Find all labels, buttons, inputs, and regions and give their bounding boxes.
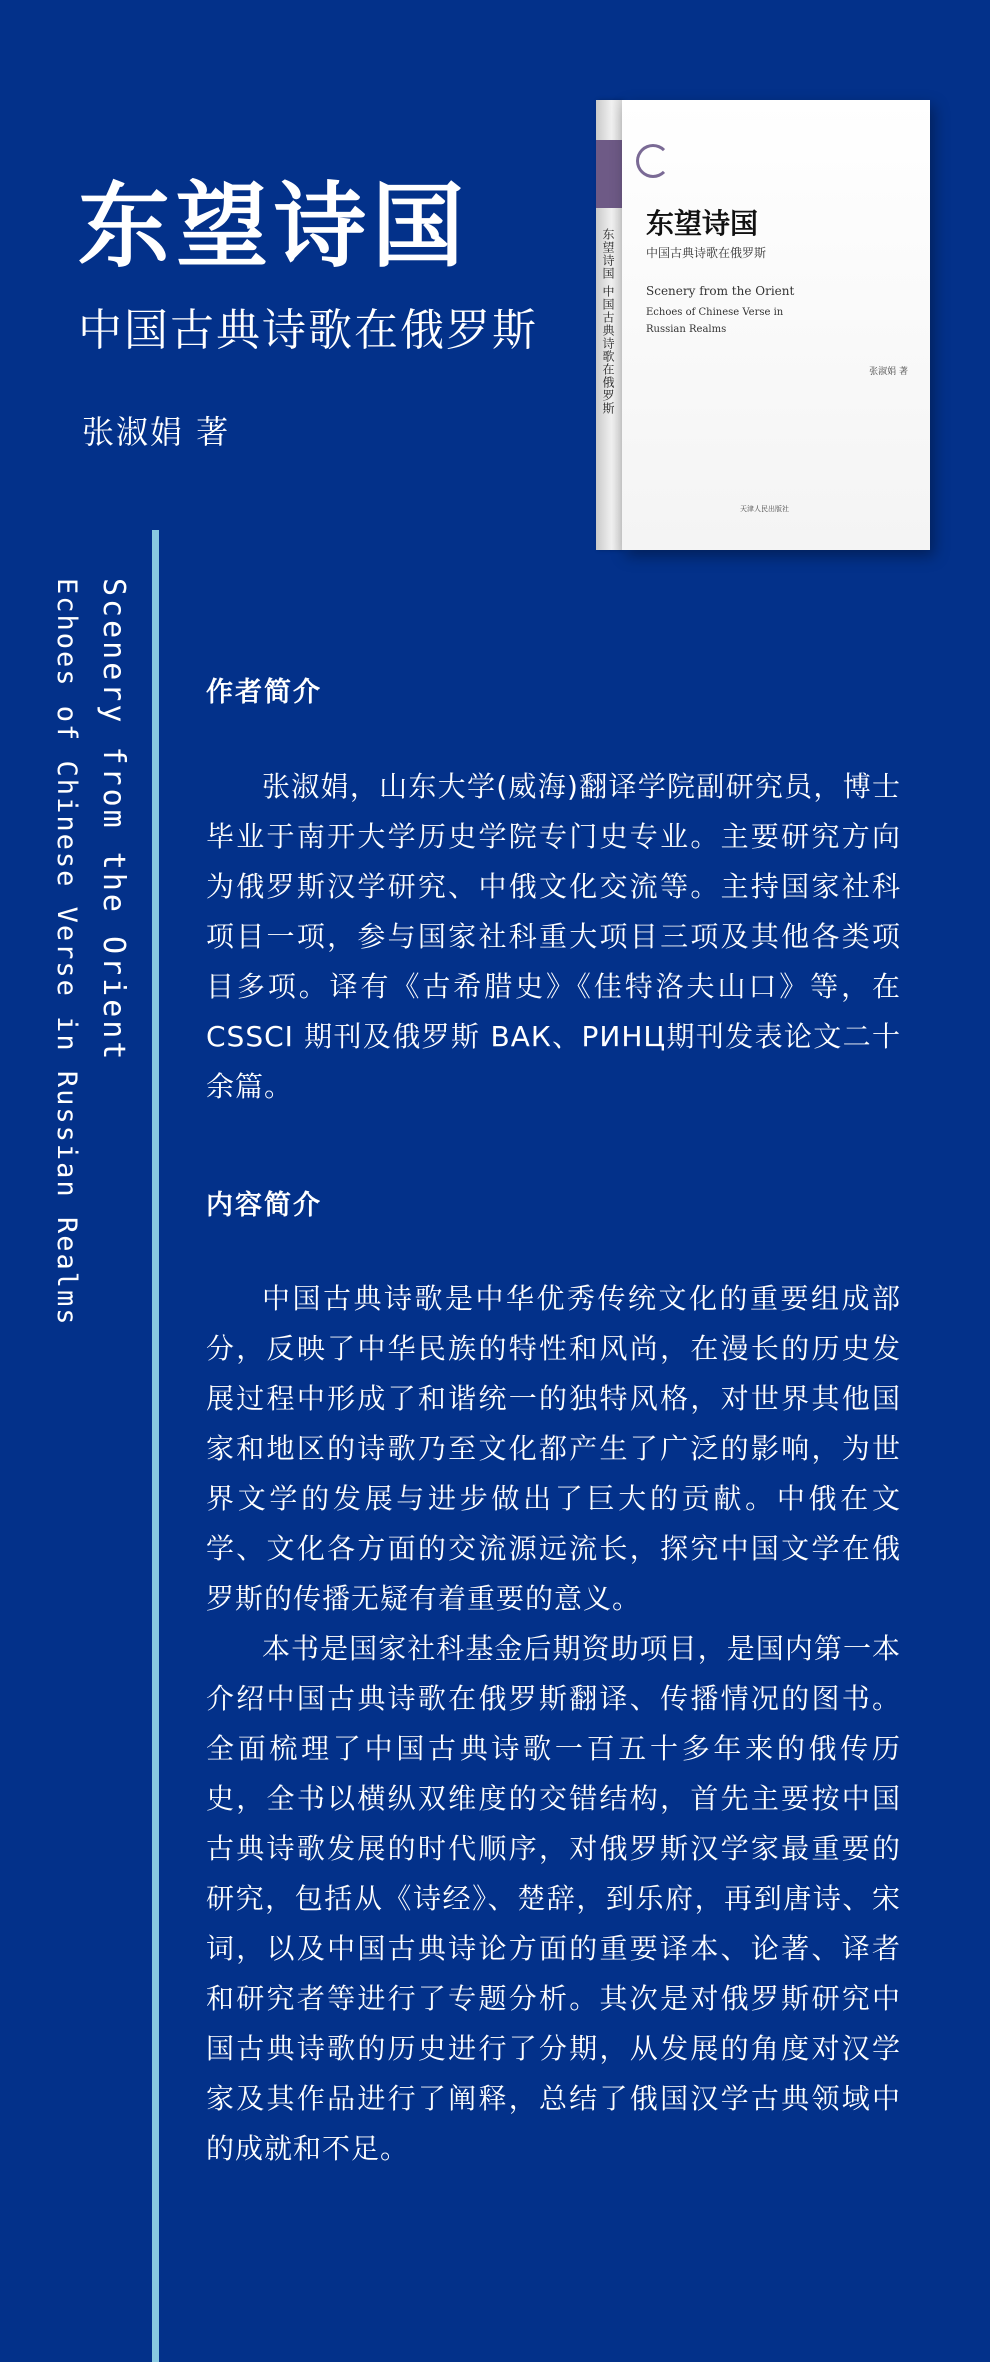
main-title: 东望诗国 (78, 172, 471, 280)
author-intro-body: 张淑娟，山东大学(威海)翻译学院副研究员，博士毕业于南开大学历史学院专门史专业。主要研究方向为俄罗斯汉学研究、中俄文化交流等。主持国家社科项目一项，参与国家社科重大项目三项及其他各类项目多项。译有《古希腊史》《佳特洛夫山口》等，在 CSSCI 期刊及俄罗斯 ВАК、РИНЦ期刊发表论文二十余篇。 (206, 770, 901, 1103)
title-block (78, 172, 538, 358)
cover-subtitle: 中国古典诗歌在俄罗斯 (646, 246, 767, 260)
book-front (622, 100, 930, 550)
cover-title: 东望诗国 (646, 207, 759, 240)
book-cover-image (596, 100, 930, 550)
vertical-english-subtitle: Echoes of Chinese Verse in Russian Realms (51, 578, 82, 1327)
sub-title: 中国古典诗歌在俄罗斯 (78, 305, 538, 356)
author-intro-heading: 作者简介 (206, 677, 322, 708)
spine-band (596, 140, 622, 208)
cover-english-title: Scenery from the Orient (646, 284, 795, 298)
cover-english-subtitle: Echoes of Chinese Verse in Russian Realms (646, 307, 784, 335)
cover-author: 张淑娟 著 (869, 367, 908, 377)
vertical-divider (152, 530, 159, 2362)
content-intro-body-1: 中国古典诗歌是中华优秀传统文化的重要组成部分，反映了中华民族的特性和风尚，在漫长的历史发展过程中形成了和谐统一的独特风格，对世界其他国家和地区的诗歌乃至文化都产生了广泛的影响，为世界文学的发展与进步做出了巨大的贡献。中俄在文学、文化各方面的交流源远流长，探究中国文学在俄罗斯的传播无疑有着重要的意义。 (206, 1282, 901, 1615)
spine-text: 东望诗国 中国古典诗歌在俄罗斯 (601, 228, 615, 415)
author-line: 张淑娟 著 (82, 413, 231, 451)
publisher-logo-icon (636, 144, 670, 178)
vertical-english-title: Scenery from the Orient (96, 578, 131, 1063)
book-spine (596, 100, 622, 550)
content-intro-heading: 内容简介 (206, 1190, 322, 1221)
content-intro-body-2: 本书是国家社科基金后期资助项目，是国内第一本介绍中国古典诗歌在俄罗斯翻译、传播情况的图书。全面梳理了中国古典诗歌一百五十多年来的俄传历史，全书以横纵双维度的交错结构，首先主要按中国古典诗歌发展的时代顺序，对俄罗斯汉学家最重要的研究，包括从《诗经》、楚辞，到乐府，再到唐诗、宋词，以及中国古典诗论方面的重要译本、论著、译者和研究者等进行了专题分析。其次是对俄罗斯研究中国古典诗歌的历史进行了分期，从发展的角度对汉学家及其作品进行了阐释，总结了俄国汉学古典领域中的成就和不足。 (206, 1632, 901, 2165)
cover-publisher: 天津人民出版社 (740, 505, 789, 513)
